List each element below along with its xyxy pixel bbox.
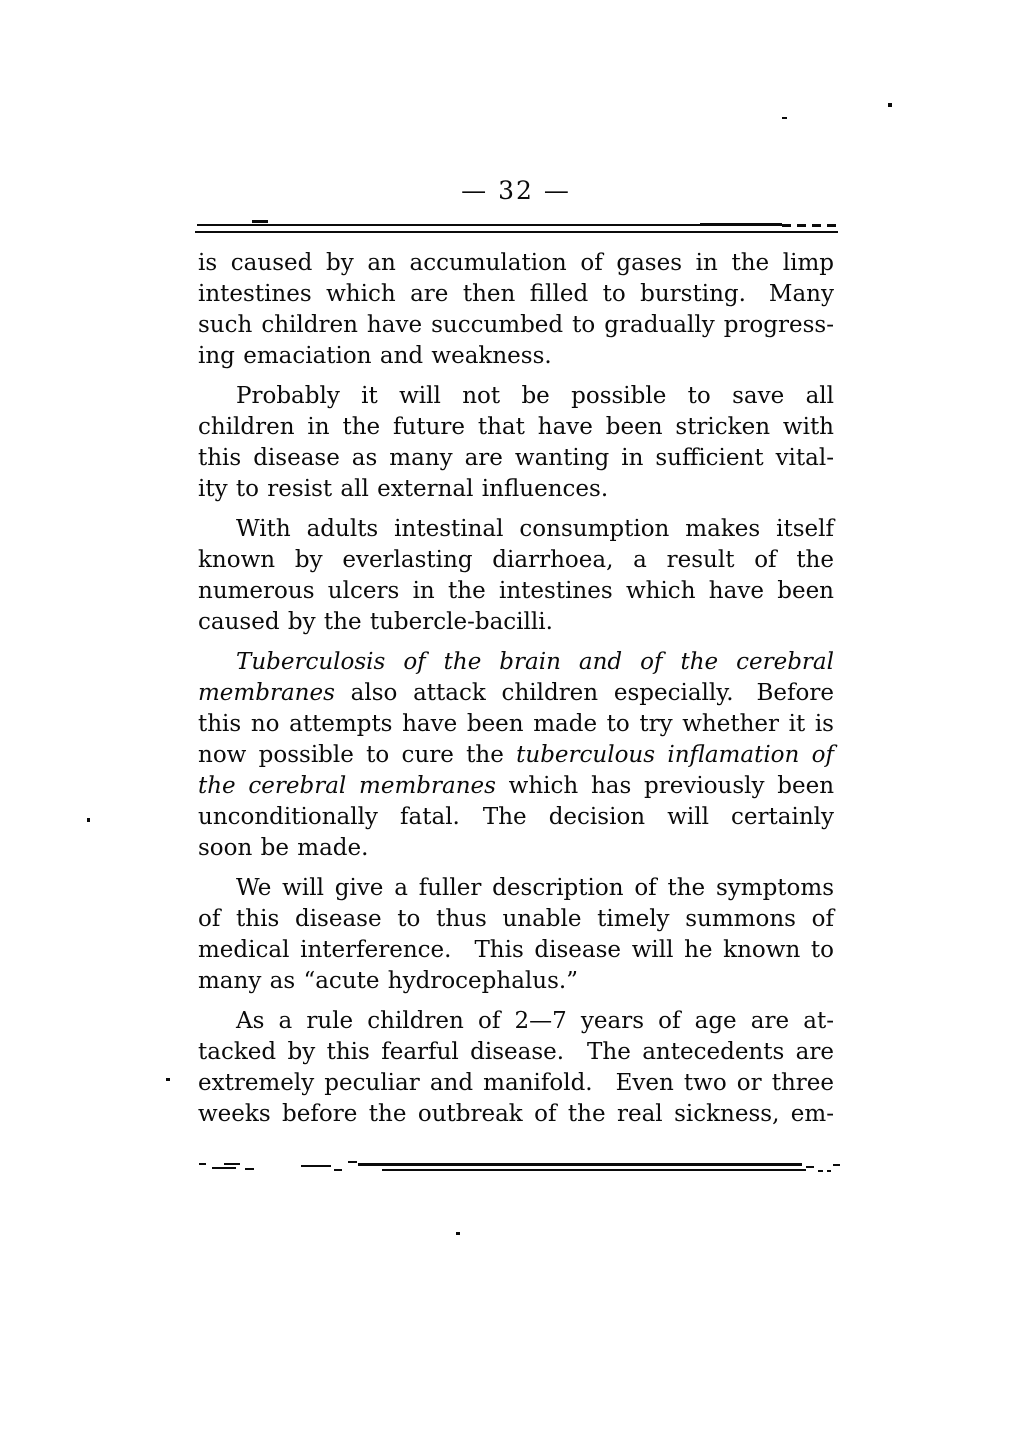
- text-line: [198, 381, 834, 412]
- bottom-rule-fragment: [806, 1166, 814, 1168]
- text-line: [198, 310, 834, 341]
- italic-text-segment: tuberculous inflamation of: [516, 742, 835, 768]
- italic-text-segment: Tuberculosis of the brain and of the cerebral: [236, 649, 834, 675]
- text-segment: caused by the tubercle-bacilli.: [198, 609, 553, 635]
- scan-speck: [782, 117, 787, 119]
- text-line: [198, 678, 834, 709]
- text-segment: is caused by an accumulation of gases in the limp: [198, 250, 834, 276]
- text-segment: this disease as many are wanting in sufficient vital-: [198, 445, 834, 471]
- paragraph: [198, 514, 834, 638]
- text-line: [198, 1037, 834, 1068]
- text-line: [198, 545, 834, 576]
- text-line: [198, 576, 834, 607]
- italic-text-segment: membranes: [198, 680, 335, 706]
- text-segment: medical interference. This disease will he known to: [198, 937, 834, 963]
- text-line: [198, 771, 834, 802]
- text-line: [198, 647, 834, 678]
- text-line: [198, 248, 834, 279]
- text-segment: As a rule children of 2—7 years of age are at-: [236, 1008, 834, 1034]
- text-segment: extremely peculiar and manifold. Even two or three: [198, 1070, 834, 1096]
- text-segment: intestines which are then filled to bursting. Many: [198, 281, 834, 307]
- text-segment: Probably it will not be possible to save all: [236, 383, 834, 409]
- text-line: [198, 802, 834, 833]
- text-line: [198, 935, 834, 966]
- text-segment: now possible to cure the: [198, 742, 517, 768]
- text-segment: ing emaciation and weakness.: [198, 343, 552, 369]
- text-line: [198, 341, 834, 372]
- text-line: [198, 412, 834, 443]
- paragraph: [198, 1006, 834, 1130]
- text-segment: unconditionally fatal. The decision will certainly: [198, 804, 834, 830]
- text-line: [198, 279, 834, 310]
- scan-speck: [456, 1232, 460, 1235]
- text-segment: ity to resist all external influences.: [198, 476, 609, 502]
- text-segment: soon be made.: [198, 835, 369, 861]
- bottom-rule-fragment: [334, 1169, 342, 1171]
- text-segment: known by everlasting diarrhoea, a result of the: [198, 547, 834, 573]
- text-line: [198, 1099, 834, 1130]
- text-line: [198, 1068, 834, 1099]
- bottom-rule-fragment: [212, 1167, 236, 1169]
- bottom-rule-line-1: [358, 1163, 802, 1166]
- text-column: [198, 248, 834, 1130]
- text-line: [198, 833, 834, 864]
- bottom-rule-fragment: [224, 1163, 240, 1165]
- top-rule-fragment: [252, 220, 268, 223]
- text-segment: numerous ulcers in the intestines which have been: [198, 578, 834, 604]
- bottom-rule-fragment: [245, 1168, 254, 1170]
- text-line: [198, 873, 834, 904]
- text-segment: which has previously been: [495, 773, 835, 799]
- text-line: [198, 740, 834, 771]
- page-number: — 32 —: [461, 176, 571, 205]
- scan-speck: [87, 818, 90, 822]
- text-line: [198, 966, 834, 997]
- text-line: [198, 1006, 834, 1037]
- scan-speck: [888, 103, 892, 107]
- text-line: [198, 474, 834, 505]
- top-rule-dashed-tail: [782, 224, 838, 227]
- bottom-rule-fragment: [818, 1170, 823, 1172]
- paragraph: [198, 647, 834, 864]
- text-segment: tacked by this fearful disease. The antecedents are: [198, 1039, 834, 1065]
- bottom-rule-fragment: [348, 1161, 357, 1163]
- scan-speck: [166, 1078, 170, 1081]
- paragraph: [198, 248, 834, 372]
- italic-text-segment: the cerebral membranes: [198, 773, 496, 799]
- bottom-rule-fragment: [827, 1170, 831, 1172]
- text-line: [198, 904, 834, 935]
- bottom-rule-fragment: [301, 1165, 331, 1167]
- text-segment: With adults intestinal consumption makes itself: [236, 516, 834, 542]
- text-line: [198, 709, 834, 740]
- text-segment: also attack children especially. Before: [334, 680, 834, 706]
- text-segment: of this disease to thus unable timely summons of: [198, 906, 834, 932]
- bottom-rule-fragment: [833, 1164, 840, 1166]
- paragraph: [198, 873, 834, 997]
- text-segment: this no attempts have been made to try whether it is: [198, 711, 834, 737]
- text-line: [198, 443, 834, 474]
- bottom-rule-fragment: [199, 1163, 206, 1165]
- text-segment: We will give a fuller description of the symptoms: [236, 875, 834, 901]
- top-rule-line-2: [195, 231, 838, 233]
- text-line: [198, 514, 834, 545]
- text-segment: children in the future that have been stricken with: [198, 414, 834, 440]
- text-segment: weeks before the outbreak of the real sickness, em-: [198, 1101, 834, 1127]
- bottom-rule-line-2: [382, 1169, 806, 1171]
- text-segment: such children have succumbed to gradually progress-: [198, 312, 834, 338]
- top-rule-thick-segment: [700, 223, 782, 226]
- text-line: [198, 607, 834, 638]
- top-rule-line-1: [197, 224, 780, 226]
- text-segment: many as “acute hydrocephalus.”: [198, 968, 578, 994]
- paragraph: [198, 381, 834, 505]
